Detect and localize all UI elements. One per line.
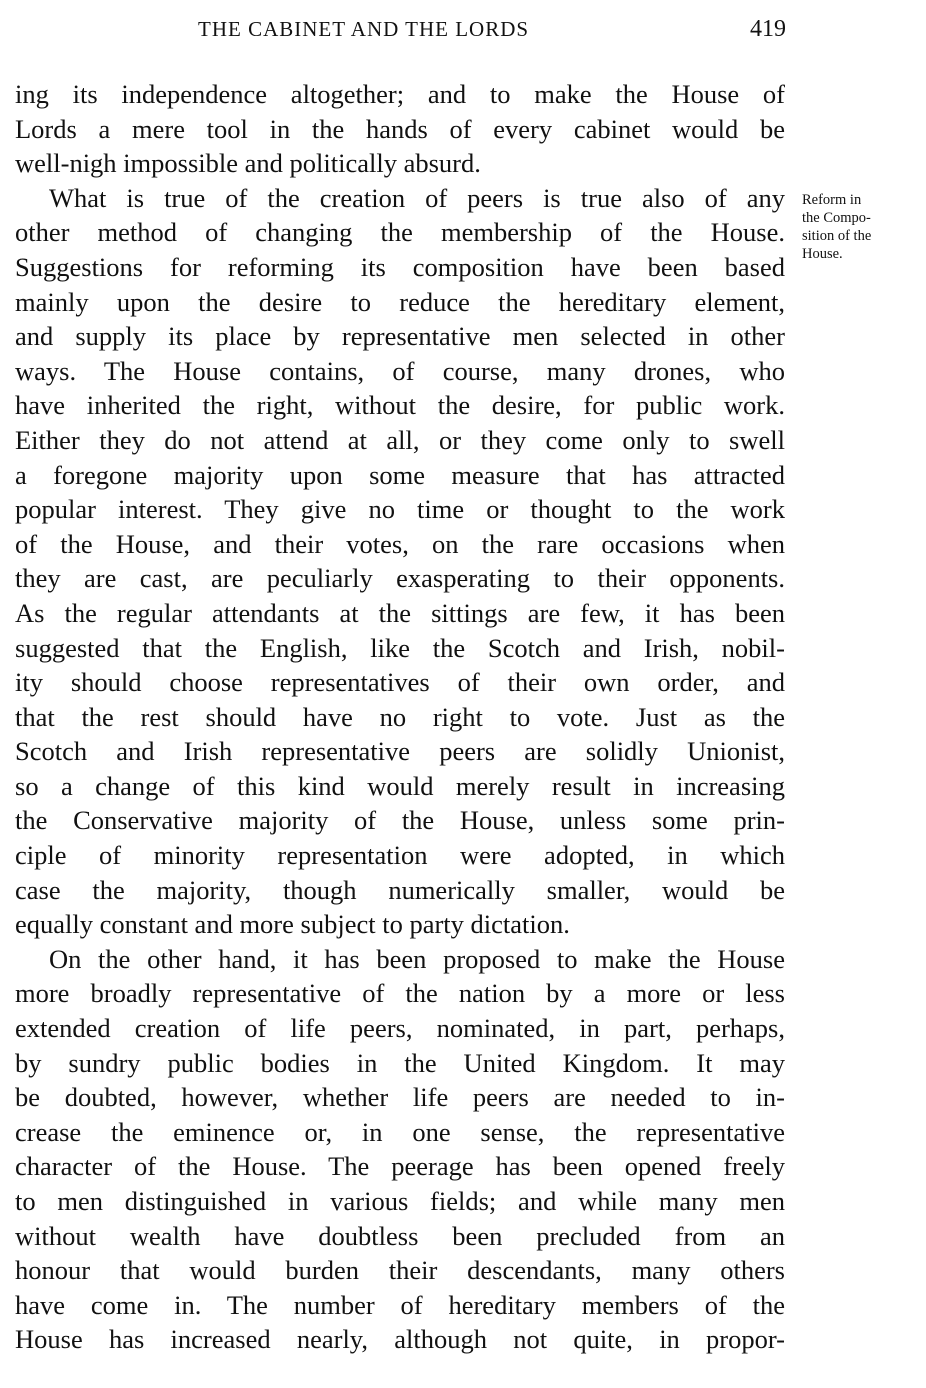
running-head-title: THE CABINET AND THE LORDS [198,17,530,41]
margin-note-line: House. [802,246,843,262]
text-line: that the rest should have no right to vote. Just as the [15,701,785,732]
text-line: so a change of this kind would merely result in increasing [15,770,785,801]
text-line: Suggestions for reforming its composition have been based [15,251,785,282]
text-line: mainly upon the desire to reduce the hereditary element, [15,286,785,317]
text-line: honour that would burden their descendants, many others [15,1255,785,1286]
text-line: have inherited the right, without the desire, for public work. [15,390,785,421]
page-number: 419 [750,16,786,42]
margin-note-line: Reform in [802,192,862,208]
text-line: What is true of the creation of peers is true also of any [49,182,785,213]
text-line: crease the eminence or, in one sense, the representative [15,1116,785,1147]
paragraph [15,942,785,1357]
text-line: the Conservative majority of the House, unless some prin- [15,805,785,836]
text-line: of the House, and their votes, on the rare occasions when [15,528,785,559]
text-line: On the other hand, it has been proposed to make the House [49,943,785,974]
text-line: ciple of minority representation were adopted, in which [15,840,785,871]
text-line: and supply its place by representative men selected in other [15,321,785,352]
text-line: popular interest. They give no time or thought to the work [15,494,785,525]
text-line: suggested that the English, like the Scotch and Irish, nobil- [15,632,785,663]
text-line: they are cast, are peculiarly exasperating to their opponents. [15,563,785,594]
text-line: other method of changing the membership of the House. [15,217,785,248]
text-line: ity should choose representatives of their own order, and [15,667,785,698]
margin-note [802,191,920,263]
text-line: without wealth have doubtless been precluded from an [15,1220,785,1251]
text-line: Either they do not attend at all, or they come only to swell [15,424,785,455]
text-line: As the regular attendants at the sittings are few, it has been [15,597,785,628]
text-line: extended creation of life peers, nominated, in part, perhaps, [15,1013,785,1044]
text-line: Scotch and Irish representative peers are solidly Unionist, [15,736,785,767]
margin-note-line: sition of the [802,228,872,244]
text-line: ing its independence altogether; and to make the House of [15,79,785,109]
body-text [15,77,785,1357]
text-line: by sundry public bodies in the United Kingdom. It may [15,1047,785,1078]
text-line: case the majority, though numerically smaller, would be [15,874,785,905]
running-header [198,14,786,44]
text-line: well-nigh impossible and politically absurd. [15,148,481,179]
margin-note-line: the Compo- [802,210,871,226]
text-line: to men distinguished in various fields; and while many men [15,1186,785,1216]
text-line: character of the House. The peerage has been opened freely [15,1151,785,1182]
text-line: equally constant and more subject to party dictation. [15,909,570,940]
text-line: Lords a mere tool in the hands of every cabinet would be [15,113,785,144]
text-line: a foregone majority upon some measure that has attracted [15,459,785,490]
paragraph [15,181,785,942]
text-line: have come in. The number of hereditary members of the [15,1289,785,1320]
text-line: House has increased nearly, although not quite, in propor- [15,1324,785,1355]
paragraph [15,77,785,181]
text-line: ways. The House contains, of course, many drones, who [15,355,785,386]
text-line: be doubted, however, whether life peers are needed to in- [15,1082,785,1113]
text-line: more broadly representative of the nation by a more or less [15,978,785,1009]
